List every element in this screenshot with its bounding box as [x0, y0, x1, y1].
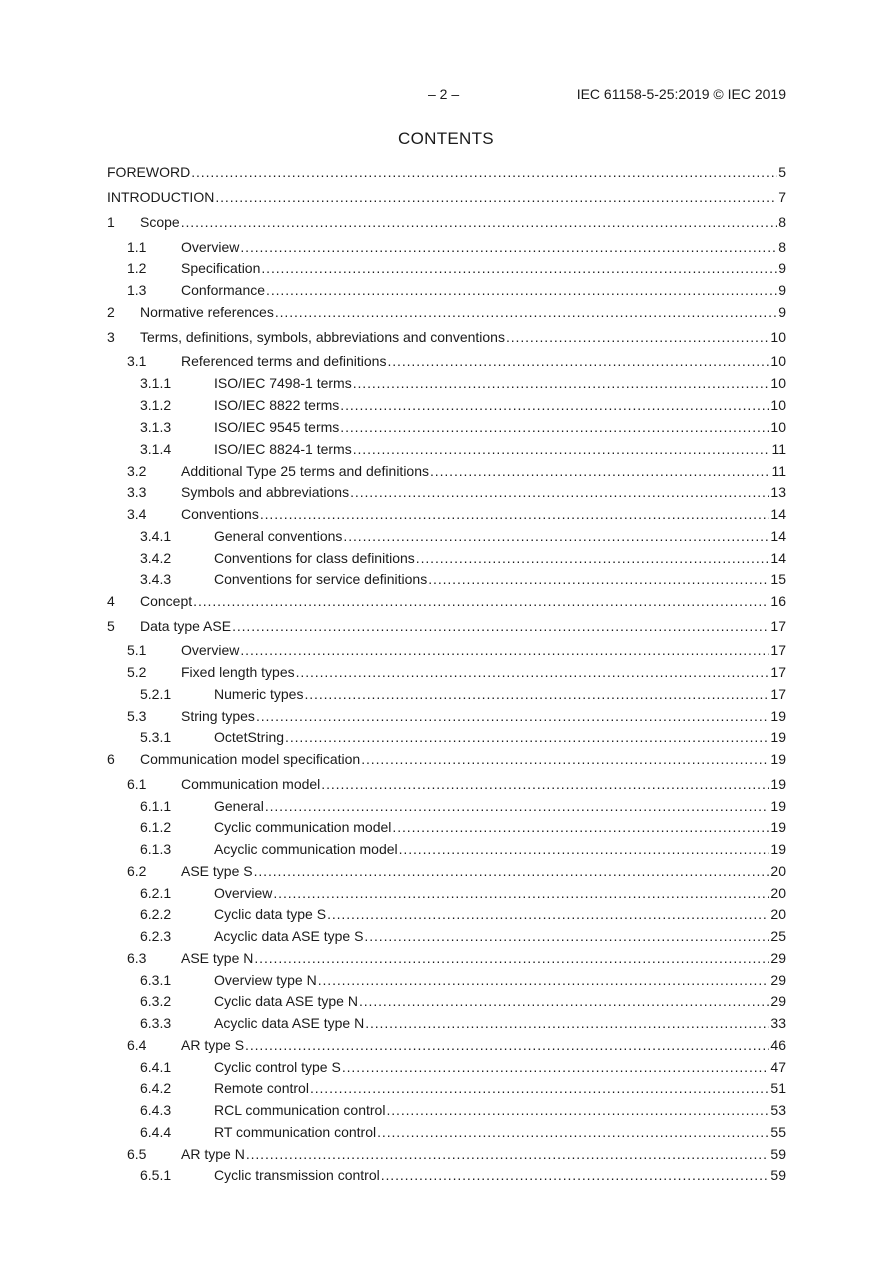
toc-entry-page: 5 [778, 164, 786, 180]
toc-entry[interactable] [107, 1145, 786, 1163]
toc-entry[interactable] [107, 905, 786, 923]
toc-entry-page: 19 [770, 708, 786, 724]
dot-leader [327, 905, 769, 923]
dot-leader [340, 396, 769, 414]
toc-entry-title: Fixed length types [181, 664, 295, 680]
toc-entry-number: 5.2 [127, 664, 147, 680]
toc-entry-title: Overview type N [214, 972, 317, 988]
toc-entry[interactable] [107, 592, 786, 610]
toc-entry-page: 15 [770, 571, 786, 587]
toc-entry-page: 51 [770, 1080, 786, 1096]
toc-entry-page: 47 [770, 1059, 786, 1075]
toc-entry-number: 3.1 [127, 353, 147, 369]
toc-entry-title: ASE type S [181, 863, 253, 879]
toc-entry-number: 5.2.1 [140, 686, 172, 702]
toc-entry-title: Numeric types [214, 686, 304, 702]
toc-entry-page: 19 [770, 798, 786, 814]
toc-entry-page: 33 [770, 1015, 786, 1031]
toc-entry-number: 5 [107, 618, 115, 634]
dot-leader [304, 685, 769, 703]
toc-entry-number: 6.2.2 [140, 906, 172, 922]
toc-entry[interactable] [107, 750, 786, 768]
toc-entry-title: Cyclic control type S [214, 1059, 341, 1075]
toc-entry[interactable] [107, 663, 786, 681]
toc-entry-number: 6.3.3 [140, 1015, 172, 1031]
toc-entry-title: Referenced terms and definitions [181, 353, 387, 369]
dot-leader [350, 483, 769, 501]
toc-entry-number: 3.4.3 [140, 571, 172, 587]
toc-entry-title: RT communication control [214, 1124, 377, 1140]
toc-entry-page: 14 [770, 550, 786, 566]
toc-entry-number: 1.1 [127, 239, 147, 255]
toc-entry-number: 3.1.1 [140, 375, 172, 391]
toc-entry-number: 1 [107, 214, 115, 230]
dot-leader [506, 328, 769, 346]
toc-entry-number: 6.4.4 [140, 1124, 172, 1140]
standard-designation: IEC 61158-5-25:2019 © IEC 2019 [576, 86, 786, 102]
toc-entry-page: 17 [770, 664, 786, 680]
dot-leader [342, 1058, 770, 1076]
toc-entry-number: 3 [107, 329, 115, 345]
toc-entry[interactable] [107, 303, 786, 321]
toc-entry[interactable] [107, 862, 786, 880]
toc-entry[interactable] [107, 505, 786, 523]
toc-entry-page: 14 [770, 528, 786, 544]
toc-entry-page: 14 [770, 506, 786, 522]
dot-leader [430, 462, 770, 480]
dot-leader [254, 949, 769, 967]
toc-entry-page: 10 [770, 375, 786, 391]
toc-entry-page: 20 [770, 863, 786, 879]
toc-entry[interactable] [107, 483, 786, 501]
toc-entry[interactable] [107, 440, 786, 458]
toc-entry-title: ISO/IEC 8822 terms [214, 397, 340, 413]
toc-entry-page: 20 [770, 906, 786, 922]
toc-entry-title: Overview [181, 642, 240, 658]
toc-entry-page: 19 [770, 841, 786, 857]
toc-entry-number: 6.1 [127, 776, 147, 792]
toc-entry[interactable] [107, 818, 786, 836]
toc-entry-title: RCL communication control [214, 1102, 386, 1118]
toc-entry-page: 16 [770, 593, 786, 609]
toc-entry-number: 1.2 [127, 260, 147, 276]
toc-entry-title: String types [181, 708, 255, 724]
toc-entry[interactable] [107, 840, 786, 858]
toc-entry-number: 4 [107, 593, 115, 609]
toc-entry-number: 5.3 [127, 708, 147, 724]
dot-leader [240, 641, 769, 659]
toc-entry[interactable] [107, 163, 786, 181]
toc-entry-title: Terms, definitions, symbols, abbreviations and conventions [140, 329, 505, 345]
dot-leader [265, 797, 770, 815]
dot-leader [310, 1079, 769, 1097]
toc-entry-title: General conventions [214, 528, 343, 544]
toc-entry[interactable] [107, 527, 786, 545]
dot-leader [361, 750, 769, 768]
toc-entry-title: Communication model specification [140, 751, 361, 767]
dot-leader [261, 259, 777, 277]
toc-entry-page: 10 [770, 419, 786, 435]
toc-entry-page: 46 [770, 1037, 786, 1053]
toc-entry-page: 25 [770, 928, 786, 944]
toc-entry-title: Remote control [214, 1080, 309, 1096]
toc-entry[interactable] [107, 1036, 786, 1054]
dot-leader [193, 592, 769, 610]
toc-entry[interactable] [107, 1166, 786, 1184]
toc-entry-page: 17 [770, 618, 786, 634]
page-header [0, 86, 892, 104]
dot-leader [245, 1036, 769, 1054]
toc-entry-title: Scope [140, 214, 180, 230]
toc-entry-number: 1.3 [127, 282, 147, 298]
toc-entry[interactable] [107, 884, 786, 902]
toc-entry-number: 3.2 [127, 463, 147, 479]
toc-entry-number: 6.5 [127, 1146, 147, 1162]
toc-entry-title: Acyclic communication model [214, 841, 398, 857]
toc-entry-title: Cyclic data ASE type N [214, 993, 358, 1009]
toc-entry-page: 19 [770, 776, 786, 792]
toc-entry-title: Overview [181, 239, 240, 255]
dot-leader [273, 884, 769, 902]
toc-entry-title: ISO/IEC 9545 terms [214, 419, 340, 435]
toc-entry[interactable] [107, 797, 786, 815]
toc-entry-title: Conventions for class definitions [214, 550, 415, 566]
contents-title: CONTENTS [398, 129, 494, 148]
toc-entry-page: 7 [778, 189, 786, 205]
dot-leader [285, 728, 769, 746]
toc-entry-number: 3.1.2 [140, 397, 172, 413]
toc-entry-page: 9 [778, 282, 786, 298]
toc-entry-title: Specification [181, 260, 261, 276]
toc-entry-page: 59 [770, 1146, 786, 1162]
dot-leader [246, 1145, 770, 1163]
dot-leader [275, 303, 777, 321]
toc-entry-number: 6 [107, 751, 115, 767]
toc-entry-number: 6.4.2 [140, 1080, 172, 1096]
toc-entry-number: 6.3 [127, 950, 147, 966]
toc-entry[interactable] [107, 617, 786, 635]
toc-entry[interactable] [107, 213, 786, 231]
toc-entry[interactable] [107, 238, 786, 256]
dot-leader [359, 992, 769, 1010]
toc-entry-page: 9 [778, 260, 786, 276]
toc-entry-number: 3.4.1 [140, 528, 172, 544]
dot-leader [364, 927, 769, 945]
toc-entry-title: Cyclic transmission control [214, 1167, 380, 1183]
dot-leader [296, 663, 770, 681]
toc-entry-title: Conformance [181, 282, 266, 298]
toc-entry[interactable] [107, 259, 786, 277]
toc-entry-number: 5.1 [127, 642, 147, 658]
dot-leader [343, 527, 769, 545]
toc-entry[interactable] [107, 728, 786, 746]
toc-entry-page: 13 [770, 484, 786, 500]
toc-entry-number: 6.4 [127, 1037, 147, 1053]
toc-entry-page: 19 [770, 819, 786, 835]
toc-entry-number: 6.5.1 [140, 1167, 172, 1183]
toc-entry-page: 29 [770, 972, 786, 988]
toc-entry-title: Conventions for service definitions [214, 571, 428, 587]
toc-entry-page: 10 [770, 397, 786, 413]
toc-entry-title: ISO/IEC 7498-1 terms [214, 375, 352, 391]
toc-entry-page: 17 [770, 686, 786, 702]
toc-entry-number: 3.4.2 [140, 550, 172, 566]
toc-entry-title: Concept [140, 593, 193, 609]
dot-leader [387, 352, 769, 370]
dot-leader [256, 707, 769, 725]
dot-leader [428, 570, 769, 588]
dot-leader [399, 840, 770, 858]
dot-leader [381, 1166, 770, 1184]
dot-leader [386, 1101, 769, 1119]
toc-entry-page: 9 [778, 304, 786, 320]
toc-entry-title: ASE type N [181, 950, 254, 966]
toc-entry[interactable] [107, 971, 786, 989]
toc-entry-page: 8 [778, 239, 786, 255]
toc-entry[interactable] [107, 927, 786, 945]
toc-entry-number: 6.1.1 [140, 798, 172, 814]
page-number: – 2 – [428, 86, 460, 102]
toc-entry[interactable] [107, 374, 786, 392]
toc-entry[interactable] [107, 1101, 786, 1119]
toc-entry[interactable] [107, 775, 786, 793]
toc-entry[interactable] [107, 396, 786, 414]
toc-entry-number: 6.2.1 [140, 885, 172, 901]
toc-entry-title: AR type N [181, 1146, 245, 1162]
dot-leader [260, 505, 770, 523]
toc-entry-number: 3.4 [127, 506, 147, 522]
toc-entry-title: Normative references [140, 304, 274, 320]
toc-entry-page: 11 [771, 441, 786, 457]
toc-entry[interactable] [107, 1079, 786, 1097]
dot-leader [392, 818, 769, 836]
dot-leader [254, 862, 770, 880]
toc-entry-number: 3.1.3 [140, 419, 172, 435]
toc-entry[interactable] [107, 352, 786, 370]
toc-entry-number: 6.1.3 [140, 841, 172, 857]
toc-entry-number: 6.2.3 [140, 928, 172, 944]
toc-entry[interactable] [107, 1058, 786, 1076]
toc-entry-number: 6.1.2 [140, 819, 172, 835]
toc-entry[interactable] [107, 549, 786, 567]
toc-entry-title: AR type S [181, 1037, 245, 1053]
toc-entry-number: 6.3.2 [140, 993, 172, 1009]
toc-entry[interactable] [107, 570, 786, 588]
toc-entry[interactable] [107, 1014, 786, 1032]
toc-entry[interactable] [107, 188, 786, 206]
toc-entry[interactable] [107, 992, 786, 1010]
toc-entry[interactable] [107, 418, 786, 436]
toc-entry-page: 55 [770, 1124, 786, 1140]
toc-entry-page: 10 [770, 329, 786, 345]
toc-entry-title: Additional Type 25 terms and definitions [181, 463, 430, 479]
toc-entry[interactable] [107, 641, 786, 659]
toc-entry-title: Acyclic data ASE type N [214, 1015, 365, 1031]
toc-entry[interactable] [107, 462, 786, 480]
toc-entry-page: 11 [771, 463, 786, 479]
toc-entry-title: OctetString [214, 729, 285, 745]
toc-entry-title: Communication model [181, 776, 321, 792]
toc-entry-number: 6.2 [127, 863, 147, 879]
toc-entry-title: Cyclic data type S [214, 906, 327, 922]
toc-entry[interactable] [107, 1123, 786, 1141]
toc-entry-page: 29 [770, 993, 786, 1009]
toc-entry[interactable] [107, 707, 786, 725]
toc-entry-number: 6.3.1 [140, 972, 172, 988]
dot-leader [215, 188, 777, 206]
toc-entry-title: Data type ASE [140, 618, 232, 634]
toc-entry-number: 3.3 [127, 484, 147, 500]
dot-leader [318, 971, 770, 989]
toc-entry-page: 8 [778, 214, 786, 230]
toc-entry-page: 19 [770, 729, 786, 745]
toc-entry-title: Cyclic communication model [214, 819, 392, 835]
toc-entry-page: 17 [770, 642, 786, 658]
toc-entry-number: 6.4.1 [140, 1059, 172, 1075]
toc-entry-title: ISO/IEC 8824-1 terms [214, 441, 352, 457]
toc-entry-title: INTRODUCTION [107, 189, 215, 205]
toc-entry-number: 2 [107, 304, 115, 320]
toc-entry-page: 20 [770, 885, 786, 901]
toc-entry-title: Symbols and abbreviations [181, 484, 350, 500]
toc-entry-title: FOREWORD [107, 164, 191, 180]
toc-entry[interactable] [107, 281, 786, 299]
toc-entry-title: General [214, 798, 264, 814]
toc-entry-number: 3.1.4 [140, 441, 172, 457]
toc-entry[interactable] [107, 949, 786, 967]
dot-leader [353, 374, 770, 392]
toc-entry-title: Acyclic data ASE type S [214, 928, 364, 944]
dot-leader [340, 418, 769, 436]
dot-leader [266, 281, 777, 299]
dot-leader [232, 617, 769, 635]
dot-leader [377, 1123, 769, 1141]
dot-leader [321, 775, 769, 793]
toc-entry-number: 5.3.1 [140, 729, 172, 745]
dot-leader [181, 213, 778, 231]
dot-leader [191, 163, 777, 181]
toc-entry-number: 6.4.3 [140, 1102, 172, 1118]
toc-entry[interactable] [107, 685, 786, 703]
toc-entry-title: Overview [214, 885, 273, 901]
dot-leader [416, 549, 770, 567]
toc-entry-page: 53 [770, 1102, 786, 1118]
toc-entry-title: Conventions [181, 506, 259, 522]
toc-entry-page: 19 [770, 751, 786, 767]
toc-entry-page: 10 [770, 353, 786, 369]
toc-entry-page: 59 [770, 1167, 786, 1183]
dot-leader [353, 440, 771, 458]
toc-entry-page: 29 [770, 950, 786, 966]
dot-leader [240, 238, 777, 256]
toc-entry[interactable] [107, 328, 786, 346]
dot-leader [365, 1014, 769, 1032]
